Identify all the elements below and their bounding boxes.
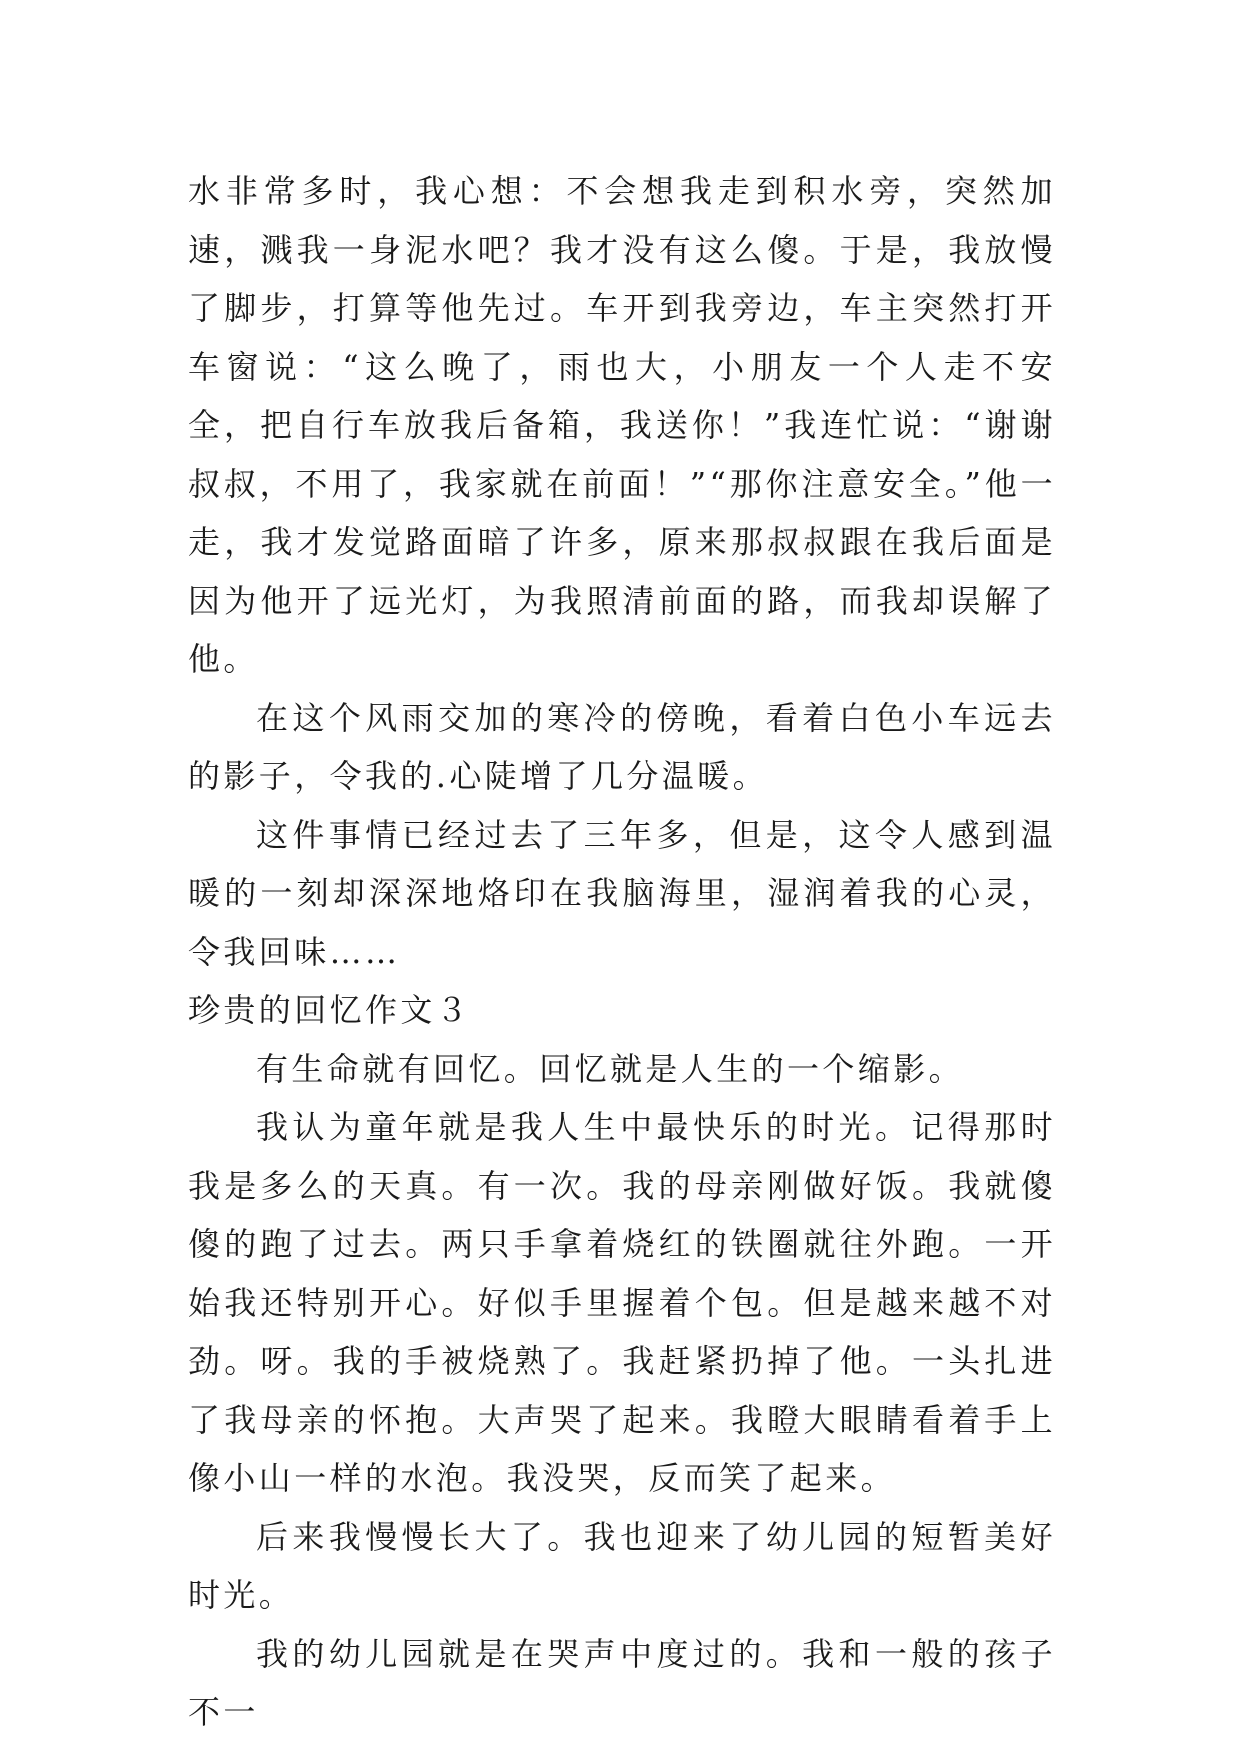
paragraph-2: 在这个风雨交加的寒冷的傍晚，看着白色小车远去的影子，令我的.心陡增了几分温暖。 <box>188 698 1056 795</box>
paragraph-6: 后来我慢慢长大了。我也迎来了幼儿园的短暂美好时光。 <box>188 1517 1056 1614</box>
paragraph-1: 水非常多时，我心想：不会想我走到积水旁，突然加速，溅我一身泥水吧？我才没有这么傻。于是，我放慢了脚步，打算等他先过。车开到我旁边，车主突然打开车窗说：“这么晚了，雨也大，小朋友一个人走不安全，把自行车放我后备箱，我送你！”我连忙说：“谢谢叔叔，不用了，我家就在前面！”“那你注意安全。”他一走，我才发觉路面暗了许多，原来那叔叔跟在我后面是因为他开了远光灯，为我照清前面的路，而我却误解了他。 <box>188 172 1056 678</box>
section-heading: 珍贵的回忆作文３ <box>188 991 472 1029</box>
paragraph-5: 我认为童年就是我人生中最快乐的时光。记得那时我是多么的天真。有一次。我的母亲刚做好饭。我就傻傻的跑了过去。两只手拿着烧红的铁圈就往外跑。一开始我还特别开心。好似手里握着个包。但是越来越不对劲。呀。我的手被烧熟了。我赶紧扔掉了他。一头扎进了我母亲的怀抱。大声哭了起来。我瞪大眼睛看着手上像小山一样的水泡。我没哭，反而笑了起来。 <box>188 1108 1056 1497</box>
paragraph-4: 有生命就有回忆。回忆就是人生的一个缩影。 <box>256 1049 965 1088</box>
paragraph-3: 这件事情已经过去了三年多，但是，这令人感到温暖的一刻却深深地烙印在我脑海里，湿润着我的心灵，令我回味…… <box>188 815 1056 971</box>
paragraph-7: 我的幼儿园就是在哭声中度过的。我和一般的孩子不一 <box>188 1634 1056 1731</box>
document-page <box>188 162 1056 1742</box>
